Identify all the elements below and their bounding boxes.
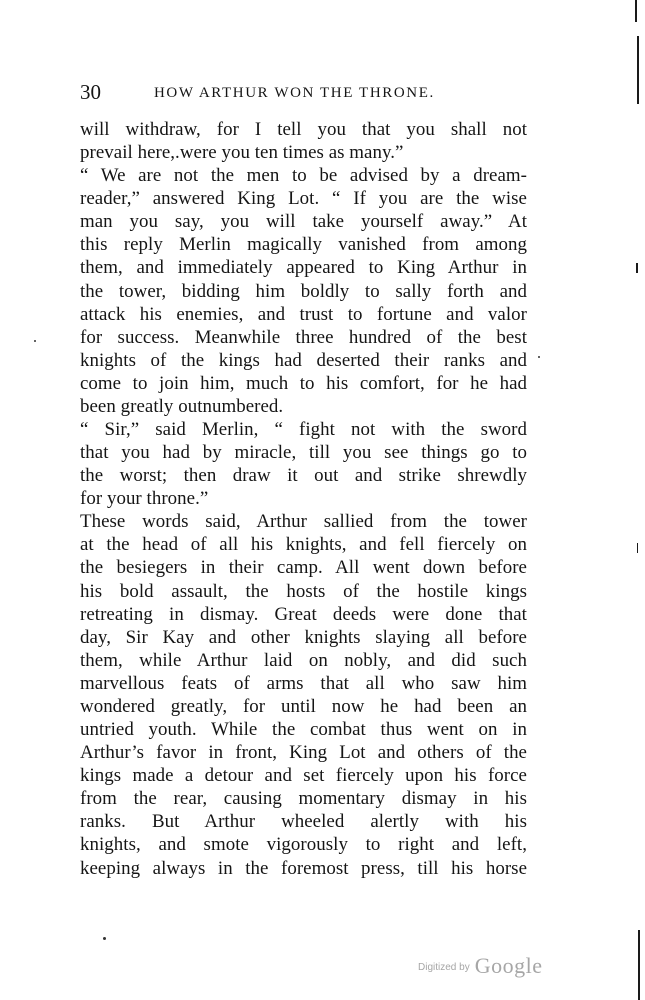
digitized-by-google-watermark [418,953,543,983]
text-line: them, and immediately appeared to King Arthur in [80,257,527,279]
scan-speck [538,356,540,358]
text-line: man you say, you will take yourself away.” At [80,211,527,233]
text-line: been greatly outnumbered. [80,395,284,417]
text-line: These words said, Arthur sallied from the tower [80,511,527,533]
text-line: his bold assault, the hosts of the hostile kings [80,580,527,602]
text-line: the besiegers in their camp. All went down before [80,557,527,579]
text-line: untried youth. While the combat thus went on in [80,719,527,741]
watermark-prefix: Digitized by [418,962,470,973]
text-line: wondered greatly, for until now he had been an [80,695,527,717]
text-line: day, Sir Kay and other knights slaying all before [80,626,527,648]
scan-edge-mark [637,36,639,104]
text-line: from the rear, causing momentary dismay in his [80,788,527,810]
text-line: the worst; then draw it out and strike shrewdly [80,465,527,487]
text-line: kings made a detour and set fiercely upon his force [80,765,527,787]
text-line: that you had by miracle, till you see things go to [80,442,527,464]
body-text [80,118,527,880]
text-line: “ Sir,” said Merlin, “ fight not with the sword [80,419,527,441]
text-line: this reply Merlin magically vanished from among [80,234,527,256]
text-line: at the head of all his knights, and fell fiercely on [80,534,527,556]
google-logo: Google [474,953,543,978]
text-line: the tower, bidding him boldly to sally forth and [80,280,527,302]
text-line: marvellous feats of arms that all who saw him [80,672,527,694]
text-line: attack his enemies, and trust to fortune and valor [80,303,527,325]
scan-edge-mark [635,0,637,22]
text-line: for success. Meanwhile three hundred of the best [80,326,527,348]
text-line: ranks. But Arthur wheeled alertly with his [80,811,527,833]
scan-edge-mark [636,263,638,273]
scan-speck [103,937,106,940]
text-line: knights, and smote vigorously to right and left, [80,834,527,856]
text-line: reader,” answered King Lot. “ If you are the wise [80,188,527,210]
text-line: will withdraw, for I tell you that you shall not [80,119,527,140]
text-line: Arthur’s favor in front, King Lot and others of the [80,742,527,764]
text-line: knights of the kings had deserted their ranks and [80,349,527,371]
scan-edge-mark [637,543,638,553]
scan-speck [34,340,36,342]
text-line: come to join him, much to his comfort, for he had [80,372,527,394]
text-line: prevail here,.were you ten times as many.” [80,142,404,164]
text-line: “ We are not the men to be advised by a dream- [80,165,527,187]
page-number: 30 [80,80,101,104]
text-line: keeping always in the foremost press, till his horse [80,857,527,879]
running-head [80,80,535,104]
running-title: HOW ARTHUR WON THE THRONE. [154,85,435,101]
text-line: retreating in dismay. Great deeds were done that [80,603,527,625]
text-line: for your throne.” [80,488,209,510]
scan-edge-mark [638,930,640,1000]
text-line: them, while Arthur laid on nobly, and did such [80,649,527,671]
